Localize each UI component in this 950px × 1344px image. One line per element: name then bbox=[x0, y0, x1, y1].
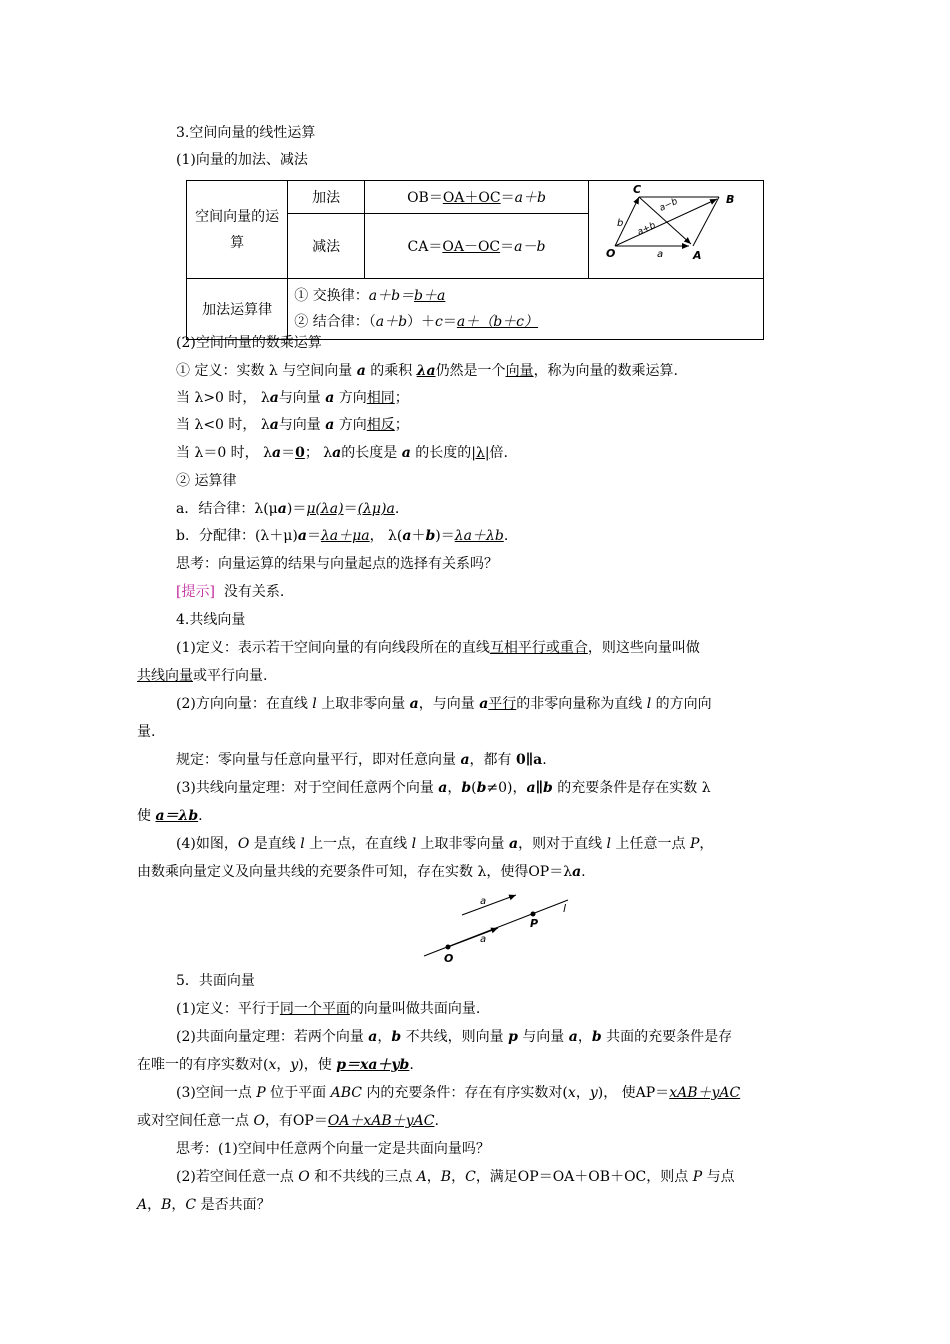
direction-vector: (2)方向向量：在直线 l 上取非零向量 a，与向量 a平行的非零向量称为直线 l 的方向向 bbox=[176, 696, 712, 712]
coplanar-definition: (1)定义：平行于同一个平面的向量叫做共面向量. bbox=[176, 1001, 481, 1017]
operations-table bbox=[186, 180, 764, 340]
think-question-3: (2)若空间任意一点 O 和不共线的三点 A，B，C，满足OP＝OA＋OB＋OC，则点 P 与点 bbox=[176, 1169, 735, 1185]
line-point-statement: (4)如图，O 是直线 l 上一点，在直线 l 上取非零向量 a，则对于直线 l 上任意一点 P， bbox=[176, 836, 714, 852]
operation-laws-heading: ② 运算律 bbox=[176, 473, 237, 489]
label-C: C bbox=[633, 183, 642, 196]
table-rowhead: 空间向量的运算 bbox=[187, 181, 288, 279]
coplanar-theorem: (2)共面向量定理：若两个向量 a，b 不共线，则向量 p 与向量 a，b 共面的充要条件是存 bbox=[176, 1029, 733, 1045]
label-P: P bbox=[530, 917, 539, 930]
coplanar-theorem-cont: 在唯一的有序实数对(x，y)，使 p＝xa＋yb. bbox=[137, 1057, 414, 1073]
line-point-statement-cont: 由数乘向量定义及向量共线的充要条件可知，存在实数 λ，使得OP＝λa. bbox=[137, 864, 586, 880]
label-a-free: a bbox=[480, 896, 487, 907]
vector-a-free bbox=[462, 895, 516, 915]
section-5-title: 5．共面向量 bbox=[176, 973, 255, 989]
label-a-on-line: a bbox=[480, 934, 487, 945]
label-O: O bbox=[606, 247, 616, 260]
collinear-theorem-cont: 使 a＝λb. bbox=[137, 808, 203, 824]
collinear-definition: (1)定义：表示若干空间向量的有向线段所在的直线互相平行或重合，则这些向量叫做 bbox=[176, 640, 700, 656]
commutative-law: ① 交换律：a＋b＝b＋a bbox=[294, 288, 446, 304]
cell-law-name: 加法运算律 bbox=[187, 279, 288, 340]
label-A: A bbox=[693, 249, 702, 262]
lambda-zero: 当 λ＝0 时， λa＝0； λa的长度是 a 的长度的|λ|倍. bbox=[176, 445, 508, 461]
think-question-3-cont: A，B，C 是否共面？ bbox=[137, 1197, 271, 1213]
label-a-minus-b: a−b bbox=[658, 196, 680, 214]
associative-law: ② 结合律：（a＋b）＋c＝a＋（b＋c） bbox=[294, 314, 539, 330]
think-question-2: 思考：(1)空间中任意两个向量一定是共面向量吗？ bbox=[176, 1141, 490, 1157]
distributive-scalar: b．分配律：(λ＋μ)a＝λa＋μa， λ(a＋b)＝λa＋λb. bbox=[176, 528, 509, 544]
label-O-line: O bbox=[444, 952, 454, 965]
parallelogram-figure bbox=[589, 181, 759, 274]
section-3-title: 3.空间向量的线性运算 bbox=[176, 125, 316, 141]
lambda-negative: 当 λ<0 时， λa与向量 a 方向相反； bbox=[176, 417, 409, 433]
cell-sub-formula: CA＝OA－OC＝a－b bbox=[364, 213, 588, 278]
scalar-definition: ① 定义：实数 λ 与空间向量 a 的乘积 λa仍然是一个向量，称为向量的数乘运算. bbox=[176, 363, 679, 379]
label-a: a bbox=[657, 249, 664, 260]
label-B: B bbox=[726, 193, 735, 206]
collinear-theorem: (3)共线向量定理：对于空间任意两个向量 a，b(b≠0)，a∥b 的充要条件是存在实数 λ bbox=[176, 780, 711, 796]
label-l: l bbox=[563, 902, 567, 915]
label-b: b bbox=[617, 218, 624, 229]
line-figure bbox=[420, 888, 580, 968]
cell-add-name: 加法 bbox=[288, 181, 365, 214]
zero-vector-rule: 规定：零向量与任意向量平行，即对任意向量 a，都有 0∥a. bbox=[176, 752, 547, 768]
direction-vector-cont: 量. bbox=[137, 724, 156, 740]
point-O bbox=[446, 945, 451, 950]
parallelogram-figure-cell bbox=[589, 181, 764, 279]
lambda-positive: 当 λ>0 时， λa与向量 a 方向相同； bbox=[176, 390, 409, 406]
point-in-plane-cont: 或对空间任意一点 O，有OP＝OA＋xAB＋yAC. bbox=[137, 1113, 439, 1129]
section-4-title: 4.共线向量 bbox=[176, 612, 246, 628]
label-a-plus-b: a+b bbox=[636, 220, 658, 238]
point-in-plane-condition: (3)空间一点 P 位于平面 ABC 内的充要条件：存在有序实数对(x，y)， 使AP＝xAB＋yAC bbox=[176, 1085, 741, 1101]
think-question-1: 思考：向量运算的结果与向量起点的选择有关系吗？ bbox=[176, 556, 498, 572]
cell-law-content bbox=[288, 279, 764, 340]
point-P bbox=[531, 912, 536, 917]
collinear-definition-cont: 共线向量或平行向量. bbox=[137, 668, 268, 684]
hint-tag: [提示] bbox=[176, 584, 215, 600]
vector-a-on-line bbox=[448, 928, 498, 947]
associative-scalar: a．结合律：λ(μa)＝μ(λa)＝(λμ)a. bbox=[176, 501, 400, 517]
subsection-scalar-mult: (2)空间向量的数乘运算 bbox=[176, 335, 322, 351]
hint-line: [提示] 没有关系. bbox=[176, 584, 285, 600]
cell-add-formula: OB＝OA＋OC＝a＋b bbox=[364, 181, 588, 214]
cell-sub-name: 减法 bbox=[288, 213, 365, 278]
subsection-add-sub: (1)向量的加法、减法 bbox=[176, 152, 308, 168]
